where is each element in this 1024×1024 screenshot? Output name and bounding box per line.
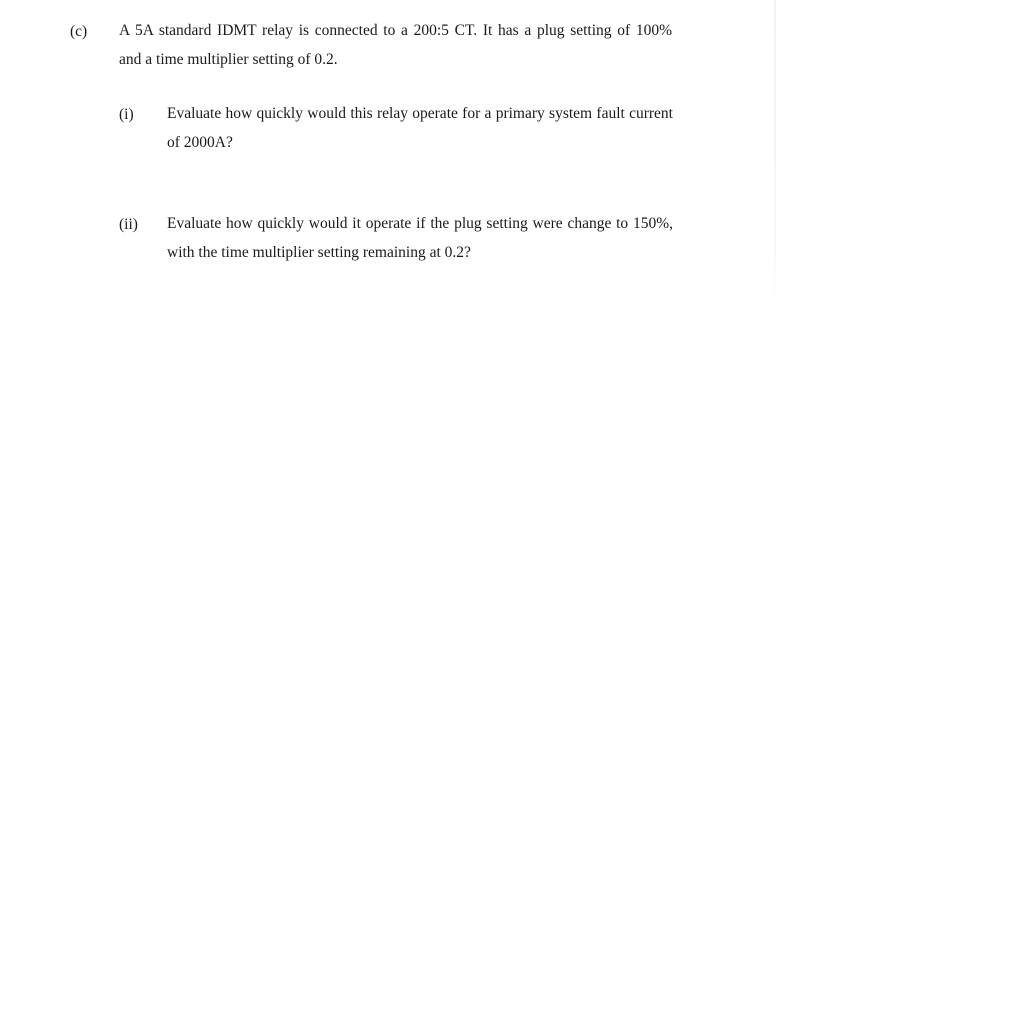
part-i-line-1: Evaluate how quickly would this relay operate for a primary system fault current	[167, 105, 673, 122]
part-i-label: (i)	[119, 106, 134, 123]
page-edge-shadow	[774, 0, 776, 305]
question-label: (c)	[70, 23, 88, 40]
part-ii-text	[167, 210, 673, 267]
part-ii-line-2: with the time multiplier setting remaining at 0.2?	[167, 243, 471, 261]
question-line-1: A 5A standard IDMT relay is connected to a 200:5 CT. It has a plug setting of 100%	[119, 22, 672, 39]
part-ii-line-1: Evaluate how quickly would it operate if the plug setting were change to 150%,	[167, 215, 673, 232]
part-ii-label: (ii)	[119, 216, 138, 233]
question-text	[119, 17, 672, 74]
question-line-2: and a time multiplier setting of 0.2.	[119, 50, 338, 68]
part-i-line-2: of 2000A?	[167, 133, 233, 151]
part-i-text	[167, 100, 673, 157]
